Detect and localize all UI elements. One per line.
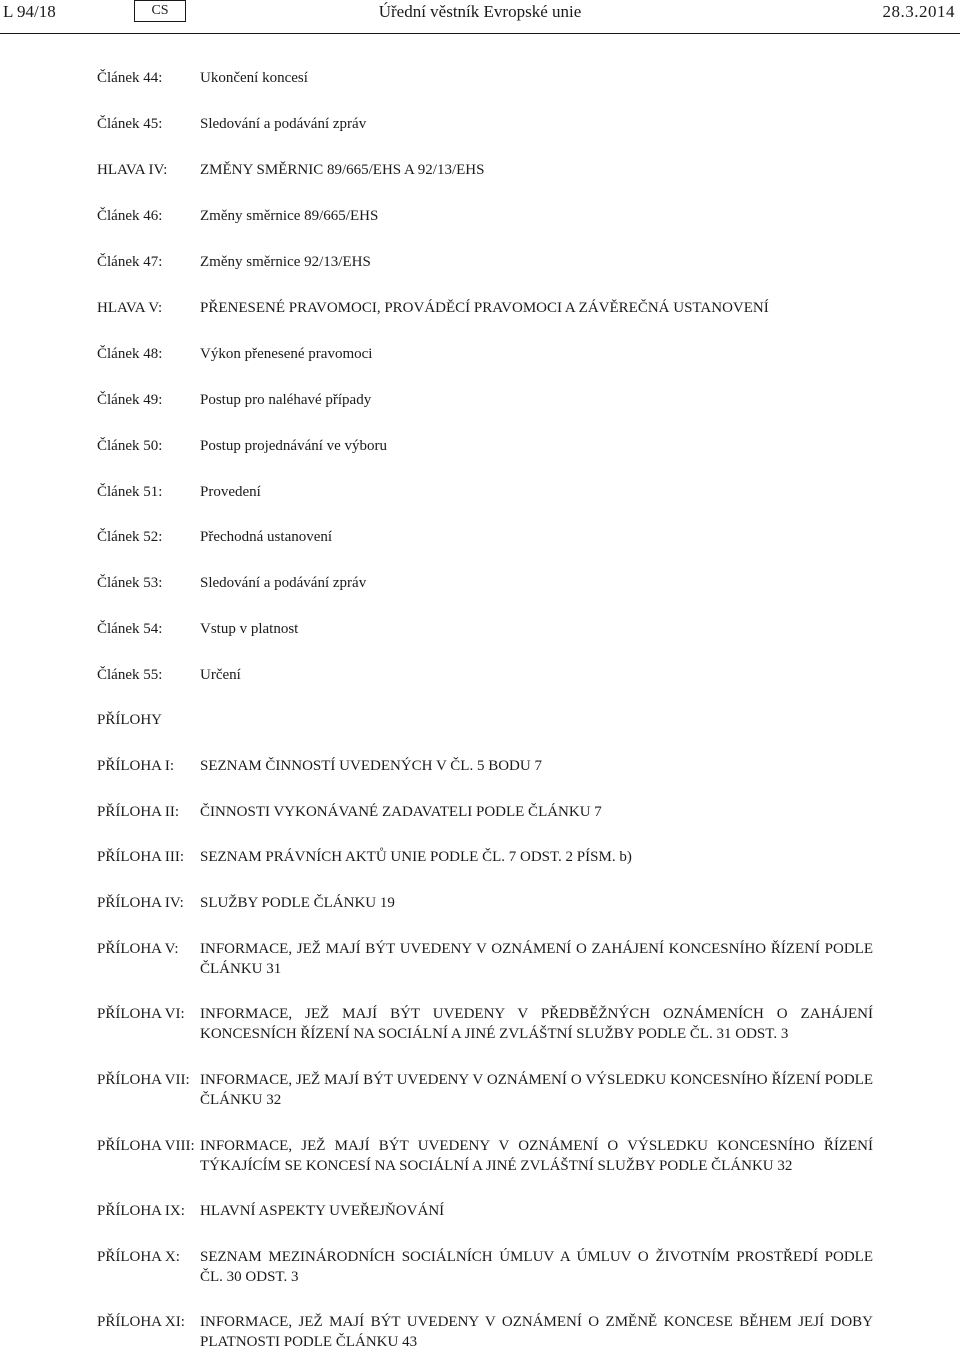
language-badge: CS xyxy=(134,0,186,22)
journal-title: Úřední věstník Evropské unie xyxy=(378,2,582,21)
toc-entry-title: INFORMACE, JEŽ MAJÍ BÝT UVEDENY V OZNÁMENÍ O VÝSLEDKU KONCESNÍHO ŘÍZENÍ PODLE ČLÁNKU 32 xyxy=(200,1072,873,1108)
toc-entry-label: Článek 47: xyxy=(97,254,163,270)
toc-entry-label: PŘÍLOHA XI: xyxy=(97,1314,185,1330)
toc-entry-label: Článek 44: xyxy=(97,70,163,86)
toc-entry-title: INFORMACE, JEŽ MAJÍ BÝT UVEDENY V OZNÁMENÍ O ZMĚNĚ KONCESE BĚHEM JEJÍ DOBY PLATNOSTI PODLE ČLÁNKU 43 xyxy=(200,1314,873,1350)
toc-entry-title: Sledování a podávání zpráv xyxy=(200,116,367,132)
toc-entry-title: SEZNAM PRÁVNÍCH AKTŮ UNIE PODLE ČL. 7 ODST. 2 PÍSM. b) xyxy=(200,849,632,865)
toc-entry-label: Článek 54: xyxy=(97,621,163,637)
toc-entry-label: PŘÍLOHA IV: xyxy=(97,895,184,911)
toc-entry-label: PŘÍLOHA II: xyxy=(97,804,180,820)
publication-date: 28.3.2014 xyxy=(882,2,955,21)
page-header xyxy=(0,0,960,34)
toc-entry-title: INFORMACE, JEŽ MAJÍ BÝT UVEDENY V OZNÁMENÍ O ZAHÁJENÍ KONCESNÍHO ŘÍZENÍ PODLE ČLÁNKU 31 xyxy=(200,941,873,977)
toc-entry-label: Článek 45: xyxy=(97,116,163,132)
toc-entry-title: Změny směrnice 92/13/EHS xyxy=(200,254,371,270)
toc-entry-title: INFORMACE, JEŽ MAJÍ BÝT UVEDENY V OZNÁMENÍ O VÝSLEDKU KONCESNÍHO ŘÍZENÍ TÝKAJÍCÍM SE KONCESÍ NA SOCIÁLNÍ A JINÉ ZVLÁŠTNÍ SLUŽBY PODLE ČLÁNKU 32 xyxy=(200,1138,873,1174)
toc-entry-label: Článek 51: xyxy=(97,484,163,500)
toc-entry-label: Článek 53: xyxy=(97,575,163,591)
toc-entry-label: Článek 49: xyxy=(97,392,163,408)
annexes-heading: PŘÍLOHY xyxy=(97,712,163,728)
toc-entry-title: Ukončení koncesí xyxy=(200,70,308,86)
toc-entry-title: Provedení xyxy=(200,484,261,500)
toc-entry-label: HLAVA V: xyxy=(97,300,163,316)
page-reference: L 94/18 xyxy=(3,2,56,21)
toc-entry-title: SEZNAM ČINNOSTÍ UVEDENÝCH V ČL. 5 BODU 7 xyxy=(200,758,542,774)
toc-entry-label: PŘÍLOHA VII: xyxy=(97,1072,190,1088)
toc-entry-label: PŘÍLOHA VI: xyxy=(97,1006,185,1022)
toc-entry-label: HLAVA IV: xyxy=(97,162,168,178)
toc-entry-title: ČINNOSTI VYKONÁVANÉ ZADAVATELI PODLE ČLÁNKU 7 xyxy=(200,804,602,820)
toc-entry-label: PŘÍLOHA X: xyxy=(97,1249,180,1265)
toc-entry-label: PŘÍLOHA I: xyxy=(97,758,175,774)
toc-entry-title: Sledování a podávání zpráv xyxy=(200,575,367,591)
toc-entry-label: Článek 55: xyxy=(97,667,163,683)
toc-entry-title: Výkon přenesené pravomoci xyxy=(200,346,373,362)
toc-entry-title: Vstup v platnost xyxy=(200,621,299,637)
toc-entry-title: Postup projednávání ve výboru xyxy=(200,438,388,454)
toc-entry-title: SLUŽBY PODLE ČLÁNKU 19 xyxy=(200,895,395,911)
toc-entry-label: Článek 50: xyxy=(97,438,163,454)
toc-entry-title: INFORMACE, JEŽ MAJÍ BÝT UVEDENY V PŘEDBĚŽNÝCH OZNÁMENÍCH O ZAHÁJENÍ KONCESNÍCH ŘÍZENÍ NA SOCIÁLNÍ A JINÉ ZVLÁŠTNÍ SLUŽBY PODLE ČL. 31 ODST. 3 xyxy=(200,1006,873,1042)
toc-entry-title: ZMĚNY SMĚRNIC 89/665/EHS A 92/13/EHS xyxy=(200,162,485,178)
toc-entry-label: Článek 52: xyxy=(97,529,163,545)
toc-entry-title: HLAVNÍ ASPEKTY UVEŘEJŇOVÁNÍ xyxy=(200,1203,445,1219)
toc-entry-title: PŘENESENÉ PRAVOMOCI, PROVÁDĚCÍ PRAVOMOCI A ZÁVĚREČNÁ USTANOVENÍ xyxy=(200,300,769,316)
toc-entry-title: Změny směrnice 89/665/EHS xyxy=(200,208,379,224)
toc-entry-label: Článek 46: xyxy=(97,208,163,224)
toc-entry-label: PŘÍLOHA V: xyxy=(97,941,179,957)
toc-entry-label: PŘÍLOHA IX: xyxy=(97,1203,185,1219)
toc-entry-title: Přechodná ustanovení xyxy=(200,529,333,545)
toc-entry-label: PŘÍLOHA VIII: xyxy=(97,1138,195,1154)
toc-entry-label: Článek 48: xyxy=(97,346,163,362)
toc-entry-title: SEZNAM MEZINÁRODNÍCH SOCIÁLNÍCH ÚMLUV A ÚMLUV O ŽIVOTNÍM PROSTŘEDÍ PODLE ČL. 30 ODST. 3 xyxy=(200,1249,873,1285)
toc-entry-title: Určení xyxy=(200,667,241,683)
toc-entry-label: PŘÍLOHA III: xyxy=(97,849,185,865)
header-rule xyxy=(0,33,960,34)
toc-entry-title: Postup pro naléhavé případy xyxy=(200,392,372,408)
